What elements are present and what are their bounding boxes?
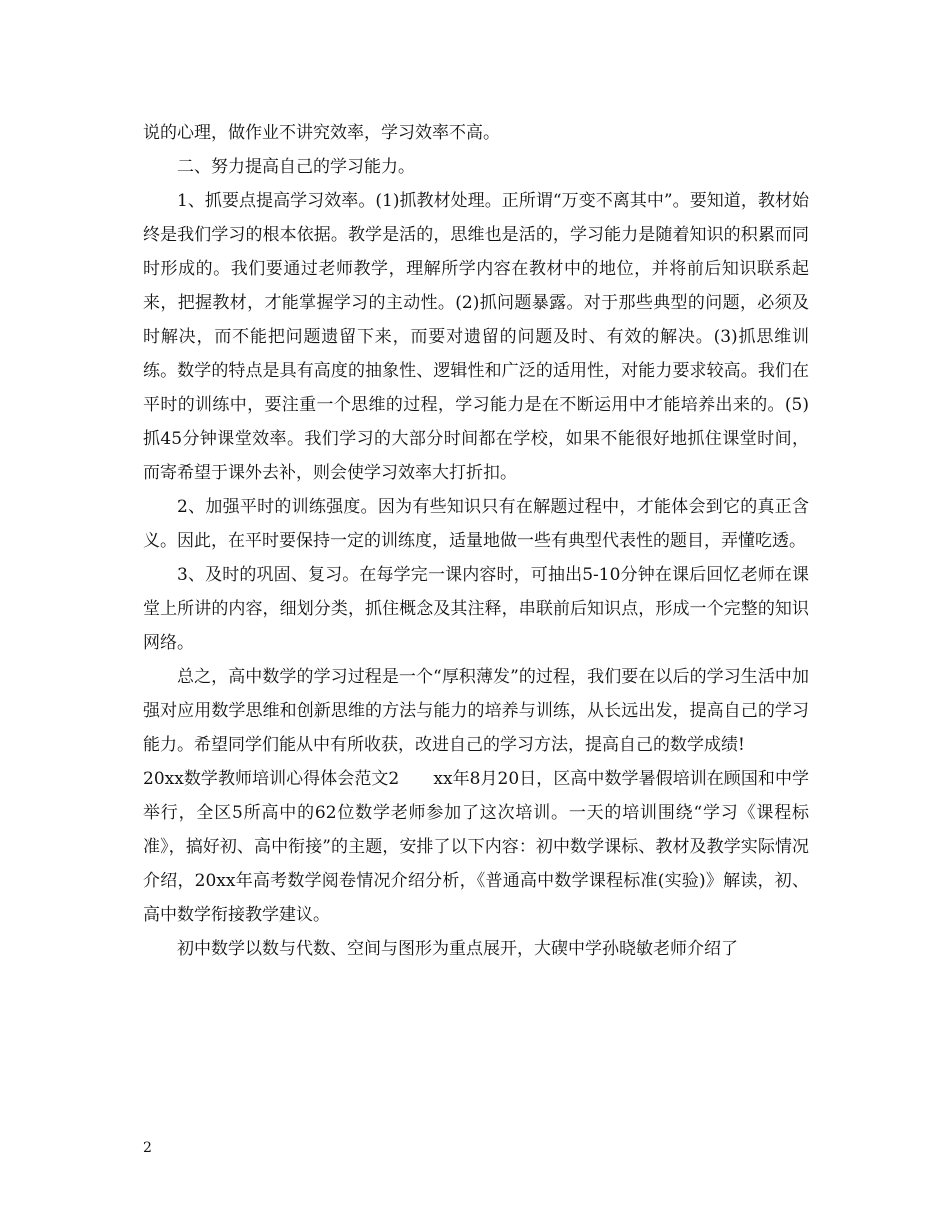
paragraph-3: 1、抓要点提高学习效率。(1)抓教材处理。正所谓“万变不离其中”。要知道，教材始终是我们学习的根本依据。教学是活的，思维也是活的，学习能力是随着知识的积累而同时形成的。我们要通过老师教学，理解所学内容在教材中的地位，并将前后知识联系起来，把握教材，才能掌握学习的主动性。(2)抓问题暴露。对于那些典型的问题，必须及时解决，而不能把问题遗留下来，而要对遗留的问题及时、有效的解决。(3)抓思维训练。数学的特点是具有高度的抽象性、逻辑性和广泛的适用性，对能力要求较高。我们在平时的训练中，要注重一个思维的过程，学习能力是在不断运用中才能培养出来的。(5)抓45分钟课堂效率。我们学习的大部分时间都在学校，如果不能很好地抓住课堂时间，而寄希望于课外去补，则会使学习效率大打折扣。 — [143, 191, 809, 483]
paragraph-5: 3、及时的巩固、复习。在每学完一课内容时，可抽出5-10分钟在课后回忆老师在课堂上所讲的内容，细划分类，抓住概念及其注释，串联前后知识点，形成一个完整的知识网络。 — [143, 565, 809, 653]
paragraph-7: 20xx数学教师培训心得体会范文2 xx年8月20日，区高中数学暑假培训在顾国和中学举行，全区5所高中的62位数学老师参加了这次培训。一天的培训围绕“学习《课程标准》，搞好初、高中衔接”的主题，安排了以下内容：初中数学课标、教材及教学实际情况介绍，20xx年高考数学阅卷情况介绍分析，《普通高中数学课程标准(实验)》解读，初、高中数学衔接教学建议。 — [143, 769, 809, 925]
paragraph-8: 初中数学以数与代数、空间与图形为重点展开，大碶中学孙晓敏老师介绍了 — [177, 939, 738, 959]
document-body — [143, 116, 809, 966]
page-number: 2 — [143, 1140, 152, 1156]
paragraph-2-heading: 二、努力提高自己的学习能力。 — [177, 157, 415, 177]
paragraph-1: 说的心理，做作业不讲究效率，学习效率不高。 — [143, 123, 500, 143]
paragraph-6: 总之，高中数学的学习过程是一个“厚积薄发”的过程，我们要在以后的学习生活中加强对应用数学思维和创新思维的方法与能力的培养与训练，从长远出发，提高自己的学习能力。希望同学们能从中有所收获，改进自己的学习方法，提高自己的数学成绩! — [143, 667, 809, 755]
paragraph-4: 2、加强平时的训练强度。因为有些知识只有在解题过程中，才能体会到它的真正含义。因此，在平时要保持一定的训练度，适量地做一些有典型代表性的题目，弄懂吃透。 — [143, 497, 809, 551]
